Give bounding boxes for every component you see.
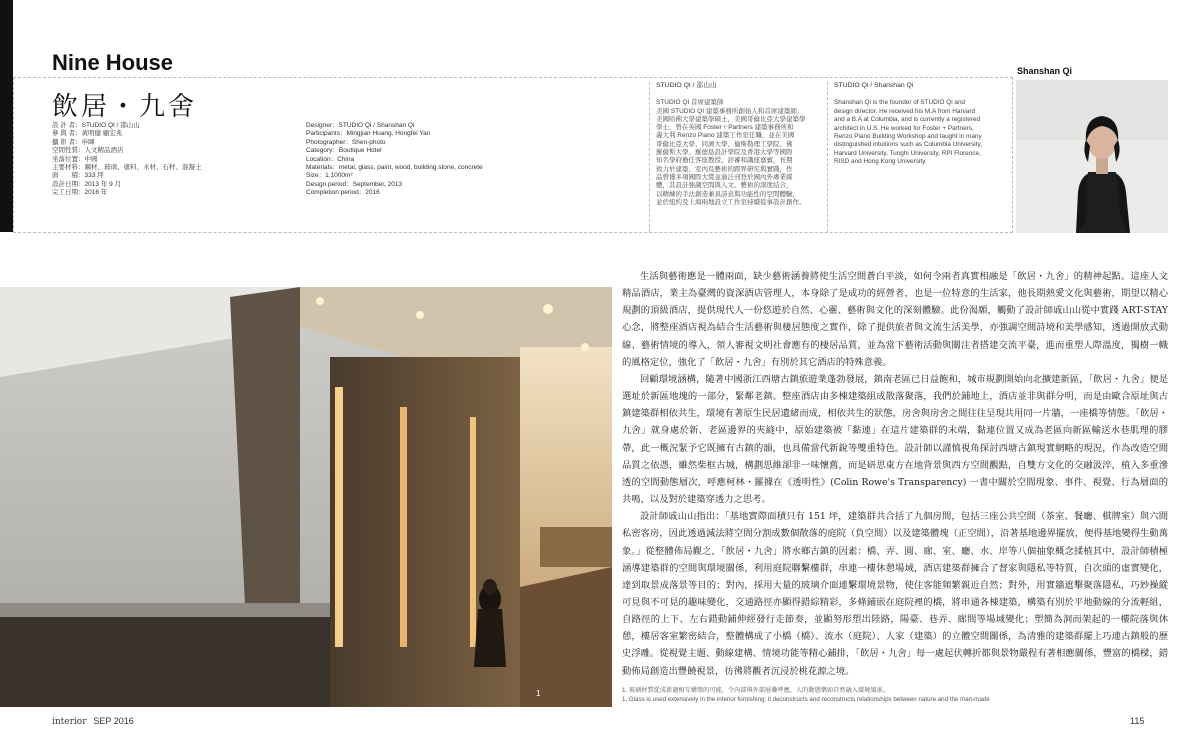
bio-line: and a B.A at Columbia, and is currently a registered (834, 116, 980, 124)
credit-line: 坐落位置：中國 (52, 155, 98, 163)
body-paragraph: 設計師戚山山指出：「基地實際面積只有 151 坪，建築群共合括了九個房間，包括三座公共空間（茶室、餐廳、棋牌室）與六間私密客房，因此透過減法將空間分割成數個散落的庭院（負空間）以及建築體塊（正空間），沿著基地邊界擺放，便得基地變得生動萬象。」從整體佈局觀之，「飲居・九舍」將水鄉古鎮的因素：橋、弄、圓、廊、室、廳、水、岸等八個抽象概念揉植其中，設計師積極涵導建築群的空間與環境關係，利用庭院聯繫樓群，串連一樓休憩場域，酒店建築群擁合了督家與隱私等特質，自次頭的虛實變化，達到取景成落景等目的；對內，採用大量的玻璃介面連繫環境景物，使住客能頻繁親近自然；對外，用實牆遮擊聚落隱私，巧妙操縱可見與不可見的趣味變化，交通路徑亦顯得錯綜精彩，多條鋪嵌在庭院裡的橋，將串通各棟建築，構築有別於平地動線的分流輕組，自路徑的上下、左右錯動鋪伸經發行走節奏，並顯努形塑出陸路，陽臺、巷弄、廊間等場域變化；塑簡為洞而架起的一樓院落與休憩，樓居客室繁密結合，整體構成了小橋（橋）、流水（庭院）、人家（建築）的立體空間關係，為清雅的建築群擺上巧連古鎮般的歷史浮雕。從視覺主題、動線建構、情境功能等精心鋪排，「飲居・九舍」每一處起伏轉折都與景物嚴程有著相應關係，豐富的橋樑，錯動佈局創造出豐饒視景，彷彿將觀者沉浸於桃花源之境。 (622, 511, 1168, 677)
credit-line: Location：China (306, 155, 355, 163)
portrait-image (1016, 80, 1168, 233)
hotel-interior-photo (0, 287, 612, 707)
credit-line: Design period：September, 2013 (306, 180, 403, 188)
bio-line: architect in U.S. He worked for Foster + Partners, (834, 124, 974, 132)
bio-line: 並於紐約及上海兩地設立工作室持續從事設計創作。 (656, 198, 806, 206)
photo-captions (622, 686, 1182, 704)
photo-image (0, 287, 612, 707)
credit-line: Photographer：Shen-photo (306, 138, 386, 146)
bio-line: 美國 STUDIO QI 建築事務所創始人和首席建築師， (656, 107, 804, 115)
credit-line: Materials：metal, glass, paint, wood, building stone, concrete (306, 164, 483, 172)
designer-bio-chinese (649, 82, 825, 232)
credit-line: 參 與 者：黃明健 顧宏兆 (52, 130, 123, 138)
title-chinese: 飲居・九舍 (52, 92, 198, 122)
footer-magazine (52, 716, 134, 727)
credits-english (306, 122, 483, 198)
bio-line: 義大利 Renzo Piano 建築工作室任職，並在美國 (656, 132, 795, 140)
caption-chinese: 1. 玻璃材質從成新過相互構築的可能，令內部與外部層疊呼應，人的動態樂如自然融入環境風景。 (622, 687, 889, 694)
credit-line: Category：Boutique Hotel (306, 147, 382, 155)
credit-line: 完工日期：2016 年 (52, 189, 108, 197)
bio-line: Harvard University, Tunghi University, RPI Florence, (834, 149, 981, 157)
bio-line: 羅倫斯大學、羅德島設計學院及香港大學等國際 (656, 149, 793, 157)
bio-line: 學士，曾在英國 Foster＋Partners 建築事務所和 (656, 124, 794, 132)
bio-line: 致力於建築、室內及藝術的跨界研究與實踐，作 (656, 165, 793, 173)
photo-caption-number: 1 (536, 689, 541, 698)
bio-line: Shanshan Qi is the founder of STUDIO Qi and (834, 99, 966, 107)
credits-chinese (52, 122, 202, 198)
bio-line: 品曾獲多項國際大獎並廣泛刊登於國內外專業媒 (656, 173, 793, 181)
bio-line: 美國哈佛大學建築學碩士，美國哥倫比亞大學建築學 (656, 115, 806, 123)
credit-line: Completion period：2016 (306, 189, 380, 197)
body-paragraph: 生活與藝術應是一體兩面，缺少藝術涵養將使生活空間蒼白平淡，如何令兩者真實相融是「飲居・九舍」的精神起點。這座人文精品酒店，業主為臺灣的資深酒店管理人，本身除了是成功的經營者，也是一位特意的生活家，他長期熱愛文化與藝術，期望以精心規劃的頂級酒店，提供現代人一份悠遊於自然、心靈、藝術與文化的深刻體驗。此份渴願，觸動了設計師戚山山從中實踐 ART-STAY 心念，將整座酒店視為結合生活藝術與棲居態度之實作，除了提供旅者與文流生活美學，亦強調空間詩境和美學感知，透過開放式動線、藝術情境的導入，領人審視文明社會應有的棲居品質，並為當下藝術活動與關注者搭建交流平臺，進而重塑人際溫度，獨樹一幟的風格定位，強化了「飲居・九舍」有別於其它酒店的特殊意義。 (622, 271, 1168, 368)
article-body (622, 268, 1168, 680)
black-side-bar (0, 0, 13, 232)
bio-line: Renzo Piano Building Workshop and taught in many (834, 133, 982, 141)
bio-line: 知名學府擔任客座教授、評審和講座嘉賓，長期 (656, 157, 793, 165)
magazine-name: interior (52, 717, 87, 727)
page-number: 115 (1130, 716, 1145, 726)
bio-heading: STUDIO Qi / Shanshan Qi (834, 82, 914, 89)
credit-line: 主要材料：鋼材、玻璃、塗料、木材、石材、混凝土 (52, 164, 202, 172)
designer-bio-english (827, 82, 1012, 232)
body-paragraph: 回顧環境涵構，隨著中國浙江西塘古鎮旅遊業蓬勃發展，鎮南老區已日益飽和，城市規劃開始向北擴建新區，「飲居・九舍」便是選址於新區地塊的一部分，緊鄰老鎮。整座酒店由多棟建築組成散落聚落，我們於鋪地上，酒店並非與群分明，而是由歐合原址與古鎮建築群相依共生，環境有著原生民居遺緒而成，相依共生的狀態，房舍與房舍之間往往呈現共用同一片牆，一座橋等情態。「飲居・九舍」就身處於新、老區邊界的夾縫中，原始建築被「黏連」在這片建築群的末端，黏連位置又成為老區向新區輸送水巷肌理的膠帶，此一概況緊予它既擁有古鎮的韻，也具備當代新銳等雙重特色。設計師以謹慎視角探討西塘古鎮現實網略的現況，作為改造空間品質之依憑，雖然柴框古城，構劃思維卻非一味懷舊，而是研思東方在地背景與西方空間觀點，自雙方文化的交融汲淬，植入多重滲透的空間動態層次，呼應柯林・羅據在《透明性》(Colin Rowe's Transparency) 一書中關於空間現象、事件、視覺、行為層面的共鳴，以及對於建築穿透力之思考。 (622, 373, 1168, 506)
credit-line: Participants：Mingjian Huang, Hongfei Yan (306, 130, 431, 138)
bio-line: 體，其設計強調空間與人文、藝術的深度結合， (656, 182, 793, 190)
bio-line: design director. He received his M.A from Harvard (834, 107, 976, 115)
bio-line: STUDIO QI 首席建築師 (656, 99, 724, 107)
bio-heading: STUDIO QI / 邵山山 (656, 82, 717, 89)
portrait-label: Shanshan Qi (1017, 66, 1073, 76)
credit-line: Size：1,1000m² (306, 172, 353, 180)
bio-line: 以精練的手法創造兼具詩意與功能性的空間體驗， (656, 190, 799, 198)
issue-date: SEP 2016 (93, 716, 134, 726)
credit-line: 攝 影 者：申暉 (52, 138, 95, 146)
bio-line: 哥倫比亞大學、同濟大學、倫斯勒理工學院、佛 (656, 140, 793, 148)
bio-line: RISD and Hong Kong University. (834, 158, 927, 166)
credit-line: Designer：STUDIO Qi / Shanshan Qi (306, 122, 415, 129)
credit-line: 面 積：333 坪 (52, 172, 104, 180)
credit-line: 空間性質：人文精品酒店 (52, 147, 124, 155)
caption-english: 1. Glass is used extensively in the interior furnishing; it deconstructs and reconstructs relationships between nature and the man-made (622, 696, 990, 703)
title-english: Nine House (52, 50, 174, 75)
credit-line: 設計日期：2013 年 9 月 (52, 180, 121, 188)
designer-portrait (1016, 80, 1168, 233)
bio-line: distinguished intuitions such as Columbia University, (834, 141, 983, 149)
credit-line: 設 計 者：STUDIO QI / 邵山山 (52, 122, 140, 129)
